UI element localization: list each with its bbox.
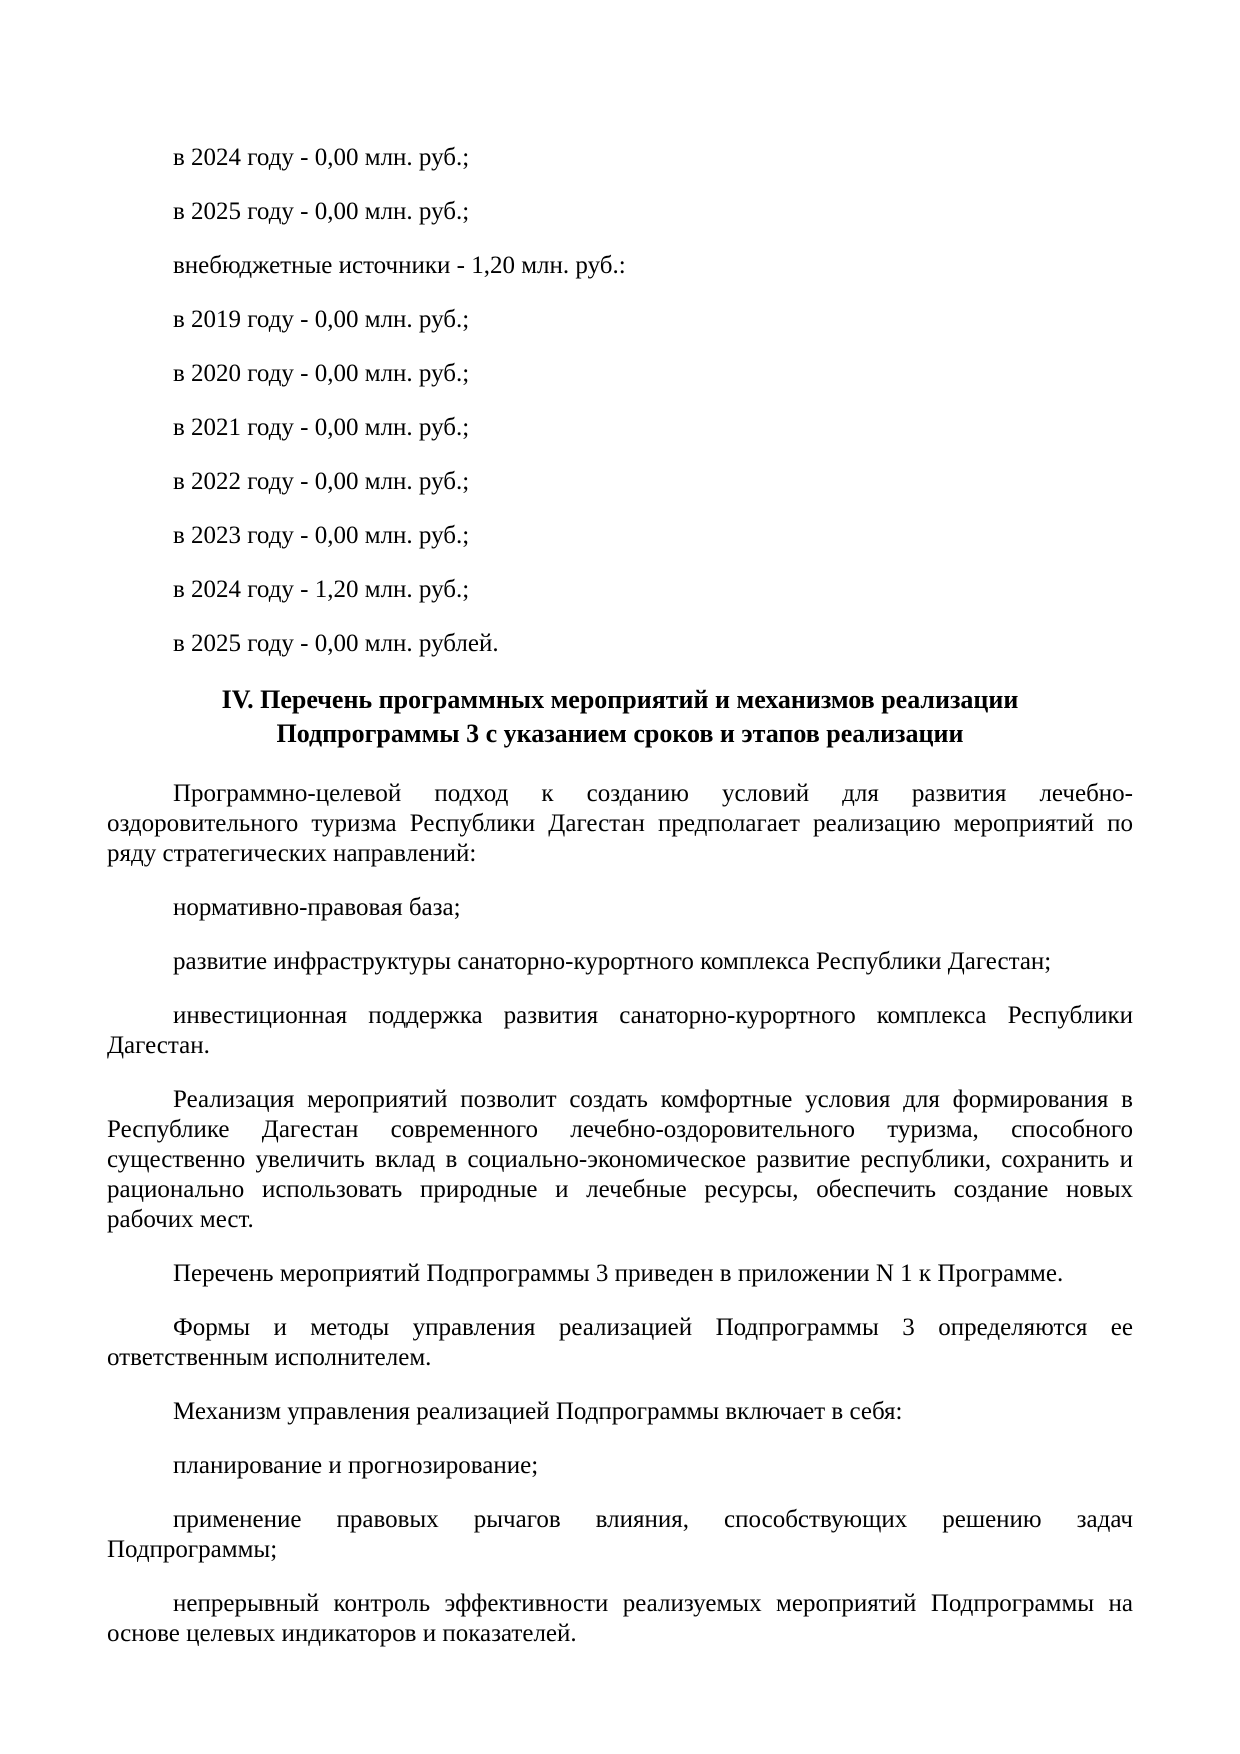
paragraph: применение правовых рычагов влияния, способствующих решению задач Подпрограммы; — [107, 1506, 1133, 1563]
paragraph: планирование и прогнозирование; — [173, 1452, 539, 1479]
paragraph: развитие инфраструктуры санаторно-курортного комплекса Республики Дагестан; — [173, 948, 1052, 975]
section-heading-line: IV. Перечень программных мероприятий и механизмов реализации — [221, 685, 1019, 714]
paragraph: нормативно-правовая база; — [173, 894, 461, 921]
section-heading — [107, 683, 1133, 751]
paragraph: инвестиционная поддержка развития санаторно-курортного комплекса Республики Дагестан. — [107, 1002, 1133, 1059]
funding-line: в 2024 году - 0,00 млн. руб.; — [173, 144, 470, 171]
paragraph: Формы и методы управления реализацией Подпрограммы 3 определяются ее ответственным исполнителем. — [107, 1314, 1133, 1371]
funding-line: в 2023 году - 0,00 млн. руб.; — [173, 522, 470, 549]
funding-line: в 2025 году - 0,00 млн. рублей. — [173, 630, 499, 657]
funding-line: в 2020 году - 0,00 млн. руб.; — [173, 360, 470, 387]
funding-line: в 2025 году - 0,00 млн. руб.; — [173, 198, 470, 225]
paragraph: Механизм управления реализацией Подпрограммы включает в себя: — [173, 1398, 903, 1425]
paragraph: Перечень мероприятий Подпрограммы 3 приведен в приложении N 1 к Программе. — [173, 1260, 1064, 1287]
funding-line: в 2022 году - 0,00 млн. руб.; — [173, 468, 470, 495]
paragraph: Реализация мероприятий позволит создать комфортные условия для формирования в Республике Дагестан современного лечебно-оздоровительного туризма, способного существенно увеличить вклад в социально-экономическое развитие республики, сохранить и рационально использовать природные и лечебные ресурсы, обеспечить создание новых рабочих мест. — [107, 1086, 1133, 1233]
funding-line: в 2024 году - 1,20 млн. руб.; — [173, 576, 470, 603]
funding-line: внебюджетные источники - 1,20 млн. руб.: — [173, 252, 626, 279]
paragraph: Программно-целевой подход к созданию условий для развития лечебно-оздоровительного туризма Республики Дагестан предполагает реализацию мероприятий по ряду стратегических направлений: — [107, 780, 1133, 867]
funding-line: в 2021 году - 0,00 млн. руб.; — [173, 414, 470, 441]
funding-line: в 2019 году - 0,00 млн. руб.; — [173, 306, 470, 333]
section-heading-line: Подпрограммы 3 с указанием сроков и этапов реализации — [276, 719, 964, 748]
paragraph: непрерывный контроль эффективности реализуемых мероприятий Подпрограммы на основе целевых индикаторов и показателей. — [107, 1590, 1133, 1647]
